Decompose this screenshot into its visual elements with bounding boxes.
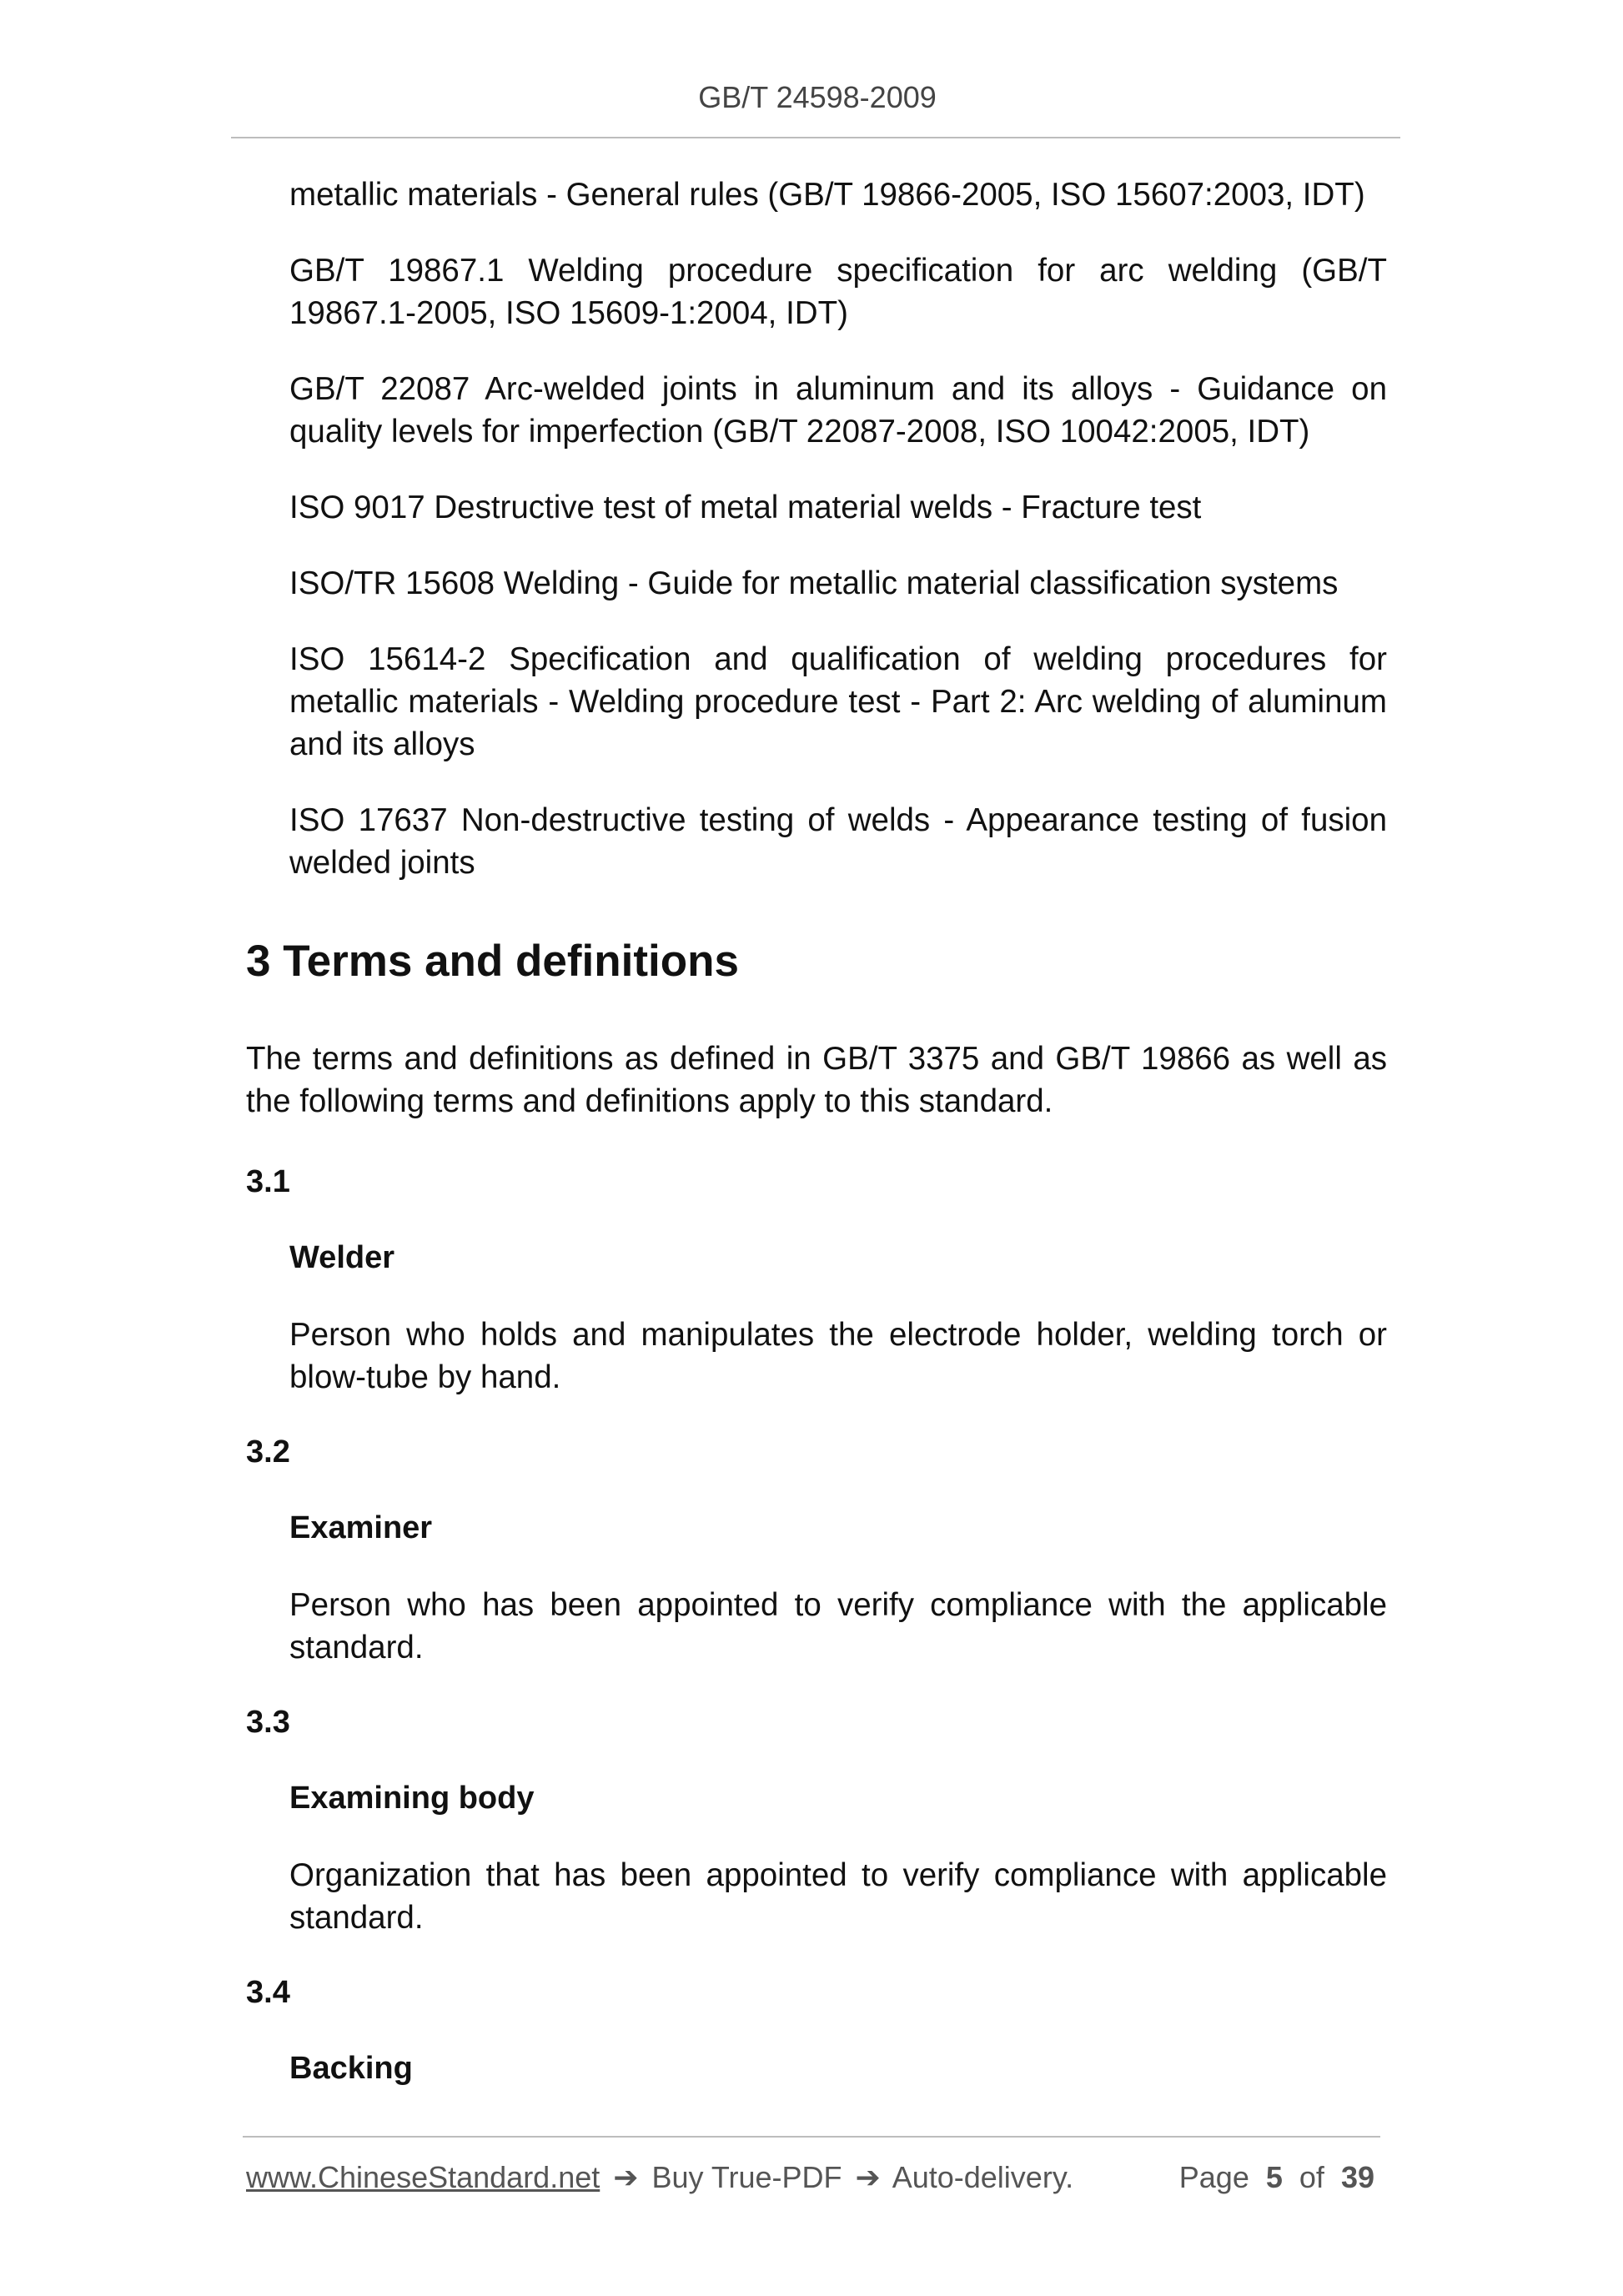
reference-item: GB/T 19867.1 Welding procedure specification for arc welding (GB/T 19867.1-2005, ISO 15609-1:2004, IDT): [289, 253, 1387, 331]
page-label: Page: [1178, 2160, 1249, 2194]
reference-item: metallic materials - General rules (GB/T 19866-2005, ISO 15607:2003, IDT): [289, 177, 1365, 213]
section-intro: The terms and definitions as defined in GB/T 3375 and GB/T 19866 as well as the following terms and definitions apply to this standard.: [246, 1041, 1387, 1119]
header-divider: [231, 137, 1400, 138]
reference-item: GB/T 22087 Arc-welded joints in aluminum and its alloys - Guidance on quality levels for imperfection (GB/T 22087-2008, ISO 10042:2005, IDT): [289, 371, 1387, 450]
section-heading: 3 Terms and definitions: [246, 937, 739, 986]
page-footer: [246, 2157, 1380, 2198]
page-of-label: of: [1299, 2160, 1324, 2194]
term-name: Welder: [289, 1240, 395, 1275]
term-number: 3.1: [246, 1164, 290, 1199]
term-number: 3.3: [246, 1705, 290, 1740]
page-indicator: [1179, 2157, 1374, 2198]
term-definition: Person who holds and manipulates the electrode holder, welding torch or blow-tube by hand.: [289, 1317, 1387, 1395]
total-pages-number: 39: [1340, 2160, 1374, 2194]
term-definition: Organization that has been appointed to verify compliance with applicable standard.: [289, 1857, 1387, 1936]
term-name: Backing: [289, 2051, 413, 2086]
document-code-header: GB/T 24598-2009: [698, 80, 937, 114]
buy-true-pdf-text: Buy True-PDF: [651, 2160, 842, 2194]
arrow-right-icon: ➔: [855, 2160, 881, 2194]
term-definition: Person who has been appointed to verify compliance with the applicable standard.: [289, 1587, 1387, 1665]
footer-promo: [246, 2157, 1073, 2198]
current-page-number: 5: [1265, 2160, 1283, 2194]
reference-item: ISO/TR 15608 Welding - Guide for metallic material classification systems: [289, 565, 1339, 601]
term-number: 3.4: [246, 1975, 290, 2010]
reference-item: ISO 15614-2 Specification and qualification of welding procedures for metallic materials - Welding procedure test - Part 2: Arc welding of aluminum and its alloys: [289, 641, 1387, 762]
reference-item: ISO 17637 Non-destructive testing of welds - Appearance testing of fusion welded joints: [289, 802, 1387, 881]
reference-item: ISO 9017 Destructive test of metal material welds - Fracture test: [289, 490, 1202, 525]
normative-references-list: [289, 173, 1387, 917]
term-name: Examining body: [289, 1781, 535, 1816]
auto-delivery-text: Auto-delivery.: [892, 2160, 1074, 2194]
website-link[interactable]: www.ChineseStandard.net: [246, 2160, 600, 2194]
footer-divider: [243, 2136, 1380, 2138]
arrow-right-icon: ➔: [613, 2160, 639, 2194]
term-name: Examiner: [289, 1510, 433, 1545]
term-number: 3.2: [246, 1434, 290, 1470]
